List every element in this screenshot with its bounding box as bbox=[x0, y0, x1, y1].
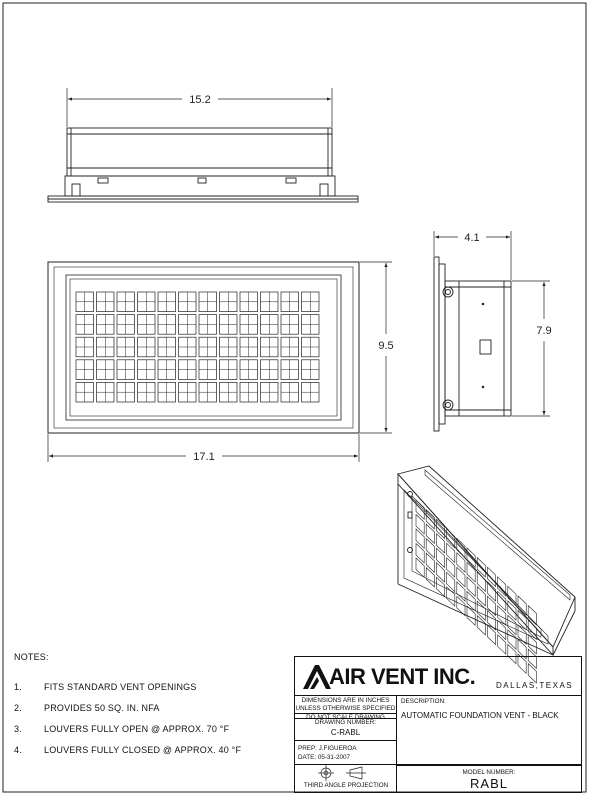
note-number: 4. bbox=[14, 744, 22, 755]
iso-louver-cell bbox=[477, 587, 485, 606]
louver-cell bbox=[158, 382, 176, 402]
iso-louver-cell bbox=[487, 596, 495, 615]
louver-cell bbox=[261, 292, 279, 312]
louver-cell bbox=[199, 292, 217, 312]
iso-louver-cell bbox=[426, 539, 434, 558]
description-cell bbox=[397, 695, 581, 765]
note-text: LOUVERS FULLY CLOSED @ APPROX. 40 °F bbox=[44, 744, 242, 755]
projection-label: THIRD ANGLE PROJECTION bbox=[303, 782, 389, 789]
louver-cell bbox=[281, 360, 299, 380]
iso-louver-cell bbox=[416, 515, 424, 534]
iso-louver-cell bbox=[477, 601, 485, 620]
top-view bbox=[48, 128, 358, 202]
iso-louver-cell bbox=[447, 587, 455, 606]
note-item bbox=[14, 697, 284, 718]
louver-cell bbox=[117, 360, 135, 380]
louver-cell bbox=[179, 315, 197, 335]
louver-cell bbox=[199, 360, 217, 380]
iso-louver-cell bbox=[416, 558, 424, 577]
louver-cell bbox=[117, 292, 135, 312]
louver-cell bbox=[302, 360, 320, 380]
drawing-number-label: DRAWING NUMBER: bbox=[315, 719, 376, 726]
iso-louver-cell bbox=[447, 572, 455, 591]
iso-louver-cell bbox=[416, 529, 424, 548]
description-label: DESCRIPTION: bbox=[401, 698, 446, 705]
notes-section bbox=[14, 652, 284, 760]
louver-cell bbox=[97, 360, 115, 380]
louver-cell bbox=[261, 360, 279, 380]
louver-cell bbox=[220, 382, 238, 402]
louver-cell bbox=[302, 337, 320, 357]
front-louver-grid bbox=[76, 292, 319, 402]
louver-cell bbox=[158, 360, 176, 380]
louver-cell bbox=[138, 360, 156, 380]
louver-cell bbox=[220, 315, 238, 335]
louver-cell bbox=[179, 382, 197, 402]
drawing-date: DATE: 05-31-2007 bbox=[298, 754, 351, 761]
projection-cell bbox=[295, 765, 397, 792]
iso-louver-cell bbox=[436, 563, 444, 582]
iso-louver-cell bbox=[436, 548, 444, 567]
louver-cell bbox=[179, 360, 197, 380]
iso-louver-cell bbox=[518, 611, 526, 630]
louver-cell bbox=[199, 337, 217, 357]
dim-front-width-label: 17.1 bbox=[193, 451, 215, 463]
note-item bbox=[14, 676, 284, 697]
prep-date-cell bbox=[295, 741, 397, 765]
model-number-label: MODEL NUMBER: bbox=[462, 769, 516, 776]
louver-cell bbox=[302, 315, 320, 335]
louver-cell bbox=[117, 382, 135, 402]
drawing-number: C-RABL bbox=[330, 728, 361, 737]
note-number: 2. bbox=[14, 702, 22, 713]
louver-cell bbox=[97, 382, 115, 402]
louver-cell bbox=[179, 337, 197, 357]
louver-cell bbox=[76, 337, 94, 357]
louver-cell bbox=[76, 360, 94, 380]
louver-cell bbox=[240, 292, 258, 312]
notes-header: NOTES: bbox=[14, 652, 49, 662]
iso-louver-cell bbox=[447, 543, 455, 562]
louver-cell bbox=[240, 382, 258, 402]
isometric-view bbox=[398, 466, 575, 683]
louver-cell bbox=[220, 337, 238, 357]
louver-cell bbox=[158, 315, 176, 335]
louver-cell bbox=[302, 382, 320, 402]
louver-cell bbox=[138, 315, 156, 335]
louver-cell bbox=[220, 360, 238, 380]
note-item bbox=[14, 718, 284, 739]
louver-cell bbox=[281, 382, 299, 402]
louver-cell bbox=[261, 315, 279, 335]
louver-cell bbox=[199, 382, 217, 402]
dim-top-width bbox=[67, 88, 332, 127]
units-line-3: DO NOT SCALE DRAWING bbox=[295, 713, 396, 722]
iso-louver-cell bbox=[477, 572, 485, 591]
iso-louver-cell bbox=[447, 558, 455, 577]
louver-cell bbox=[179, 292, 197, 312]
units-line-1: DIMENSIONS ARE IN INCHES bbox=[301, 697, 390, 704]
iso-louver-cell bbox=[528, 606, 536, 625]
louver-cell bbox=[158, 292, 176, 312]
description-text: AUTOMATIC FOUNDATION VENT - BLACK bbox=[401, 711, 559, 720]
dim-side-depth bbox=[434, 231, 511, 280]
louver-cell bbox=[281, 292, 299, 312]
iso-louver-cell bbox=[426, 553, 434, 572]
louver-cell bbox=[76, 382, 94, 402]
company-name: AIR VENT INC. bbox=[329, 664, 476, 689]
louver-cell bbox=[97, 292, 115, 312]
louver-cell bbox=[199, 315, 217, 335]
louver-cell bbox=[138, 337, 156, 357]
prep-by: PREP: J.FIGUEROA bbox=[298, 745, 357, 752]
units-note bbox=[295, 695, 397, 719]
louver-cell bbox=[76, 315, 94, 335]
company-logo-row bbox=[295, 657, 581, 696]
model-number-cell bbox=[397, 765, 581, 792]
louver-cell bbox=[76, 292, 94, 312]
louver-cell bbox=[302, 292, 320, 312]
iso-louver-cell bbox=[457, 582, 465, 601]
louver-cell bbox=[240, 360, 258, 380]
iso-louver-cell bbox=[508, 630, 516, 649]
dim-side-height-label: 7.9 bbox=[536, 325, 552, 337]
iso-louver-cell bbox=[416, 544, 424, 563]
louver-cell bbox=[158, 337, 176, 357]
louver-cell bbox=[220, 292, 238, 312]
drawing-number-cell bbox=[295, 719, 397, 741]
units-line-2: UNLESS OTHERWISE SPECIFIED bbox=[295, 704, 396, 712]
louver-cell bbox=[117, 315, 135, 335]
louver-cell bbox=[240, 337, 258, 357]
note-text: PROVIDES 50 SQ. IN. NFA bbox=[44, 702, 160, 713]
note-number: 3. bbox=[14, 723, 22, 734]
front-view bbox=[48, 262, 359, 433]
iso-louver-cell bbox=[436, 534, 444, 553]
dim-top-width-label: 15.2 bbox=[189, 94, 211, 106]
louver-cell bbox=[138, 382, 156, 402]
iso-louver-cell bbox=[426, 568, 434, 587]
louver-cell bbox=[261, 337, 279, 357]
title-block bbox=[294, 656, 582, 793]
iso-louver-cell bbox=[457, 553, 465, 572]
company-location: DALLAS,TEXAS bbox=[496, 681, 574, 690]
iso-louver-cell bbox=[467, 577, 475, 596]
iso-louver-cell bbox=[477, 616, 485, 635]
dim-front-height-label: 9.5 bbox=[378, 340, 394, 352]
iso-louver-cell bbox=[518, 625, 526, 644]
model-number: RABL bbox=[470, 776, 508, 791]
dim-front-height bbox=[360, 262, 394, 433]
iso-louver-cell bbox=[467, 563, 475, 582]
notes-list bbox=[14, 676, 284, 760]
louver-cell bbox=[117, 337, 135, 357]
louver-cell bbox=[281, 315, 299, 335]
note-text: LOUVERS FULLY OPEN @ APPROX. 70 °F bbox=[44, 723, 230, 734]
dim-side-height bbox=[512, 281, 552, 416]
dim-side-depth-label: 4.1 bbox=[464, 232, 480, 244]
side-view bbox=[434, 257, 511, 431]
louver-cell bbox=[138, 292, 156, 312]
iso-louver-cell bbox=[426, 524, 434, 543]
dim-front-width bbox=[48, 434, 359, 463]
louver-cell bbox=[261, 382, 279, 402]
iso-louver-cell bbox=[457, 567, 465, 586]
note-text: FITS STANDARD VENT OPENINGS bbox=[44, 681, 197, 692]
louver-cell bbox=[97, 337, 115, 357]
louver-cell bbox=[97, 315, 115, 335]
louver-cell bbox=[240, 315, 258, 335]
iso-louver-cell bbox=[508, 615, 516, 634]
note-number: 1. bbox=[14, 681, 22, 692]
louver-cell bbox=[281, 337, 299, 357]
iso-louver-cell bbox=[498, 635, 506, 654]
note-item bbox=[14, 739, 284, 760]
